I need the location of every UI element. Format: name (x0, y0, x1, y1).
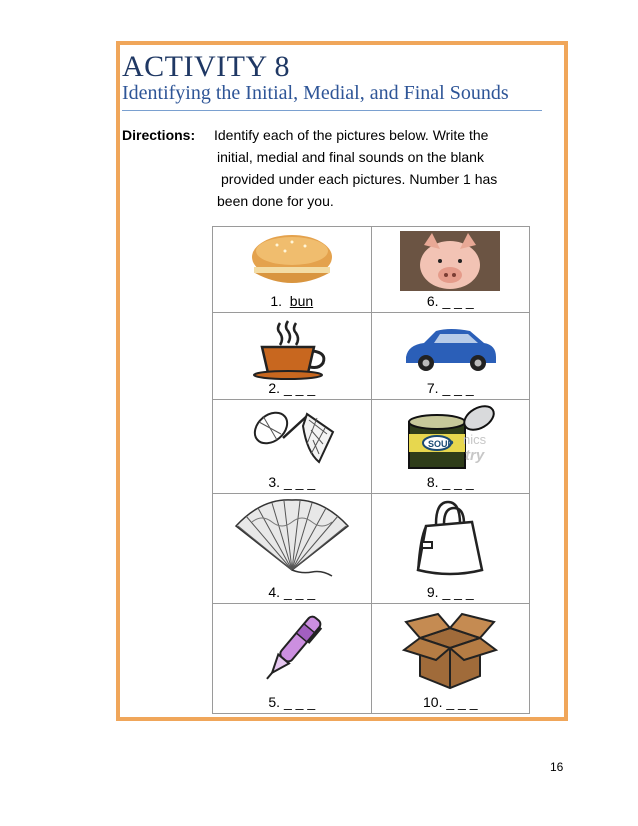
directions-label: Directions: (122, 127, 196, 143)
watermark-line-1: nics (463, 432, 487, 447)
car-icon (400, 323, 500, 378)
bag-icon (410, 498, 490, 585)
watermark-line-2: try (465, 447, 485, 464)
item-label-8: 8. _ _ _ (426, 474, 474, 490)
item-cell (371, 227, 530, 313)
item-cell (213, 313, 372, 400)
directions-line-1: Identify each of the pictures below. Write the (214, 127, 489, 143)
activity-title: ACTIVITY 8 (122, 50, 291, 83)
title-divider (122, 110, 542, 111)
item-label-6: 6. _ _ _ (426, 293, 474, 309)
net-icon (247, 404, 337, 473)
cup-icon (244, 317, 340, 386)
burger-bun-icon (247, 231, 337, 298)
directions-line-4: been done for you. (217, 193, 334, 209)
page-number: 16 (550, 760, 564, 774)
item-cell (213, 604, 372, 714)
box-icon (400, 608, 500, 695)
svg-text:SOUP: SOUP (428, 439, 454, 449)
directions-line-2: initial, medial and final sounds on the blank (217, 149, 484, 165)
pen-icon (257, 608, 327, 695)
item-label-1: 1. bun (270, 293, 314, 309)
item-cell (371, 400, 530, 494)
pig-icon (400, 231, 500, 296)
item-label-9: 9. _ _ _ (426, 584, 474, 600)
answer-bun: bun (289, 293, 314, 309)
item-label-4: 4. _ _ _ (268, 584, 316, 600)
item-label-7: 7. _ _ _ (426, 380, 474, 396)
picture-grid (212, 226, 530, 714)
item-label-10: 10. _ _ _ (423, 694, 478, 710)
item-cell (213, 400, 372, 494)
activity-subtitle: Identifying the Initial, Medial, and Final Sounds (122, 82, 509, 104)
item-cell (371, 313, 530, 400)
item-cell (213, 227, 372, 313)
item-cell (371, 494, 530, 604)
item-label-2: 2. _ _ _ (268, 380, 316, 396)
directions-line-3: provided under each pictures. Number 1 has (221, 171, 498, 187)
item-cell (213, 494, 372, 604)
item-cell (371, 604, 530, 714)
item-label-5: 5. _ _ _ (268, 694, 316, 710)
fan-icon (232, 498, 352, 585)
can-icon (395, 404, 505, 477)
item-label-3: 3. _ _ _ (268, 474, 316, 490)
